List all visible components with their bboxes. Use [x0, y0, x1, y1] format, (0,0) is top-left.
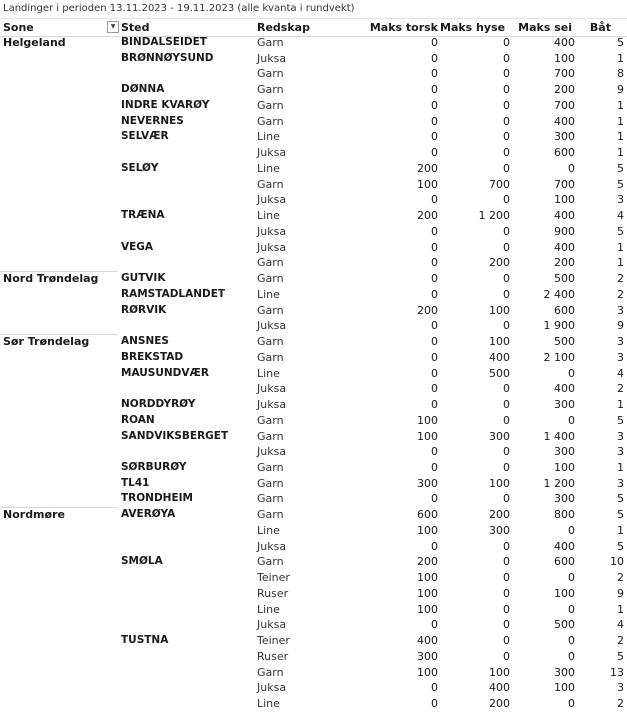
- cell-redskap: Teiner: [257, 571, 290, 585]
- cell-maks-sei: 0: [568, 366, 575, 380]
- table-row: [0, 665, 627, 681]
- cell-maks-torsk: 0: [431, 618, 438, 632]
- cell-maks-sei: 200: [554, 83, 575, 97]
- cell-maks-torsk: 0: [431, 224, 438, 238]
- table-row: [0, 649, 627, 665]
- cell-bat: 5: [617, 161, 624, 175]
- cell-redskap: Garn: [257, 555, 284, 569]
- cell-maks-hyse: 0: [503, 319, 510, 333]
- cell-maks-hyse: 0: [503, 272, 510, 286]
- cell-redskap: Garn: [257, 492, 284, 506]
- cell-maks-torsk: 0: [431, 36, 438, 49]
- table-row: [0, 429, 627, 445]
- cell-redskap: Ruser: [257, 586, 289, 600]
- cell-maks-sei: 2 400: [543, 287, 575, 301]
- cell-redskap: Ruser: [257, 649, 289, 663]
- cell-sted: NEVERNES: [121, 114, 184, 127]
- cell-maks-torsk: 0: [431, 51, 438, 65]
- table-row: [0, 98, 627, 114]
- cell-sted: NORDDYRØY: [121, 398, 196, 411]
- cell-maks-hyse: 0: [503, 618, 510, 632]
- table-row: [0, 696, 627, 712]
- cell-redskap: Juksa: [257, 618, 287, 632]
- cell-redskap: Line: [257, 697, 280, 711]
- header-maks-hyse[interactable]: Maks hyse: [440, 21, 506, 34]
- cell-sted: RØRVIK: [121, 303, 167, 316]
- cell-redskap: Juksa: [257, 146, 287, 160]
- cell-bat: 3: [617, 445, 624, 459]
- cell-maks-torsk: 0: [431, 319, 438, 333]
- cell-sted: BREKSTAD: [121, 350, 184, 363]
- cell-maks-sei: 0: [568, 571, 575, 585]
- table-row: [0, 444, 627, 460]
- cell-bat: 2: [617, 287, 624, 301]
- cell-maks-sei: 500: [554, 335, 575, 349]
- table-row: [0, 224, 627, 240]
- cell-bat: 1: [617, 460, 624, 474]
- cell-maks-sei: 0: [568, 634, 575, 648]
- cell-maks-sei: 900: [554, 224, 575, 238]
- cell-maks-hyse: 0: [503, 445, 510, 459]
- cell-maks-hyse: 400: [489, 350, 510, 364]
- cell-maks-torsk: 200: [417, 209, 438, 223]
- cell-maks-torsk: 0: [431, 366, 438, 380]
- cell-bat: 1: [617, 523, 624, 537]
- cell-sted: ANSNES: [121, 335, 169, 348]
- table-row: [0, 114, 627, 130]
- cell-redskap: Juksa: [257, 382, 287, 396]
- cell-maks-hyse: 0: [503, 571, 510, 585]
- cell-bat: 2: [617, 272, 624, 286]
- cell-maks-sei: 400: [554, 539, 575, 553]
- cell-maks-hyse: 400: [489, 681, 510, 695]
- cell-redskap: Teiner: [257, 634, 290, 648]
- cell-maks-sei: 400: [554, 240, 575, 254]
- cell-maks-torsk: 0: [431, 240, 438, 254]
- table-row: [0, 586, 627, 602]
- cell-maks-sei: 500: [554, 272, 575, 286]
- cell-maks-sei: 100: [554, 193, 575, 207]
- table-row: [0, 208, 627, 224]
- table-row: [0, 460, 627, 476]
- cell-maks-sei: 400: [554, 209, 575, 223]
- cell-maks-hyse: 100: [489, 476, 510, 490]
- cell-bat: 10: [610, 555, 624, 569]
- cell-maks-hyse: 0: [503, 83, 510, 97]
- table-row: [0, 570, 627, 586]
- cell-redskap: Juksa: [257, 240, 287, 254]
- cell-maks-sei: 100: [554, 51, 575, 65]
- cell-maks-torsk: 0: [431, 697, 438, 711]
- cell-maks-hyse: 100: [489, 335, 510, 349]
- cell-redskap: Juksa: [257, 681, 287, 695]
- cell-maks-sei: 800: [554, 508, 575, 522]
- cell-maks-sei: 400: [554, 114, 575, 128]
- cell-maks-torsk: 0: [431, 114, 438, 128]
- cell-bat: 1: [617, 602, 624, 616]
- cell-redskap: Line: [257, 161, 280, 175]
- cell-maks-sei: 300: [554, 665, 575, 679]
- cell-maks-hyse: 0: [503, 492, 510, 506]
- cell-maks-torsk: 0: [431, 335, 438, 349]
- cell-maks-hyse: 0: [503, 602, 510, 616]
- cell-maks-torsk: 0: [431, 492, 438, 506]
- cell-redskap: Garn: [257, 256, 284, 270]
- cell-sone: Helgeland: [3, 36, 66, 49]
- table-row: [0, 177, 627, 193]
- cell-maks-sei: 700: [554, 98, 575, 112]
- cell-maks-torsk: 0: [431, 382, 438, 396]
- table-row: [0, 82, 627, 98]
- cell-bat: 5: [617, 177, 624, 191]
- cell-maks-torsk: 0: [431, 398, 438, 412]
- header-maks-sei[interactable]: Maks sei: [518, 21, 572, 34]
- table-row: [0, 240, 627, 256]
- table-row: [0, 318, 627, 334]
- cell-redskap: Garn: [257, 508, 284, 522]
- cell-maks-hyse: 0: [503, 649, 510, 663]
- cell-maks-hyse: 300: [489, 429, 510, 443]
- cell-maks-sei: 0: [568, 697, 575, 711]
- cell-maks-torsk: 200: [417, 555, 438, 569]
- cell-maks-hyse: 0: [503, 413, 510, 427]
- cell-bat: 3: [617, 193, 624, 207]
- cell-bat: 9: [617, 319, 624, 333]
- cell-sone: Nord Trøndelag: [3, 272, 99, 286]
- cell-redskap: Juksa: [257, 319, 287, 333]
- cell-maks-hyse: 0: [503, 398, 510, 412]
- table-row: [0, 366, 627, 382]
- cell-bat: 5: [617, 492, 624, 506]
- table-row: [0, 255, 627, 271]
- cell-maks-torsk: 300: [417, 476, 438, 490]
- cell-maks-sei: 0: [568, 161, 575, 175]
- cell-maks-sei: 1 400: [543, 429, 575, 443]
- cell-maks-sei: 700: [554, 177, 575, 191]
- cell-maks-sei: 400: [554, 382, 575, 396]
- table-row: [0, 491, 627, 507]
- header-sone[interactable]: Sone: [3, 21, 34, 34]
- cell-redskap: Garn: [257, 83, 284, 97]
- cell-maks-sei: 500: [554, 618, 575, 632]
- table-row: [0, 271, 627, 287]
- cell-maks-hyse: 100: [489, 303, 510, 317]
- cell-maks-hyse: 700: [489, 177, 510, 191]
- cell-bat: 1: [617, 51, 624, 65]
- cell-bat: 9: [617, 586, 624, 600]
- cell-sted: RAMSTADLANDET: [121, 287, 226, 300]
- cell-redskap: Garn: [257, 413, 284, 427]
- cell-maks-torsk: 100: [417, 177, 438, 191]
- table-row: [0, 66, 627, 82]
- cell-maks-torsk: 0: [431, 256, 438, 270]
- cell-sted: GUTVIK: [121, 272, 166, 285]
- filter-icon[interactable]: ▼: [107, 21, 119, 33]
- cell-maks-hyse: 0: [503, 51, 510, 65]
- cell-redskap: Juksa: [257, 224, 287, 238]
- cell-maks-hyse: 0: [503, 114, 510, 128]
- cell-sted: AVERØYA: [121, 508, 176, 521]
- header-bat[interactable]: Båt: [589, 21, 611, 34]
- cell-bat: 1: [617, 130, 624, 144]
- cell-maks-hyse: 1 200: [478, 209, 510, 223]
- cell-bat: 1: [617, 398, 624, 412]
- cell-sted: MAUSUNDVÆR: [121, 366, 209, 379]
- cell-bat: 3: [617, 350, 624, 364]
- table-row: [0, 539, 627, 555]
- cell-maks-hyse: 0: [503, 382, 510, 396]
- cell-maks-hyse: 0: [503, 240, 510, 254]
- table-row: [0, 617, 627, 633]
- table-row: [0, 51, 627, 67]
- cell-redskap: Line: [257, 209, 280, 223]
- cell-bat: 4: [617, 209, 624, 223]
- cell-maks-torsk: 0: [431, 272, 438, 286]
- cell-maks-hyse: 0: [503, 586, 510, 600]
- cell-maks-hyse: 0: [503, 67, 510, 81]
- cell-maks-sei: 300: [554, 130, 575, 144]
- cell-bat: 5: [617, 413, 624, 427]
- cell-maks-torsk: 0: [431, 146, 438, 160]
- cell-redskap: Garn: [257, 177, 284, 191]
- cell-redskap: Garn: [257, 272, 284, 286]
- table-row: [0, 381, 627, 397]
- cell-sted: TL41: [121, 476, 150, 489]
- cell-redskap: Garn: [257, 335, 284, 349]
- cell-maks-hyse: 300: [489, 523, 510, 537]
- table-row: [0, 129, 627, 145]
- cell-maks-sei: 0: [568, 649, 575, 663]
- cell-maks-sei: 100: [554, 681, 575, 695]
- cell-redskap: Garn: [257, 429, 284, 443]
- cell-sted: SMØLA: [121, 555, 163, 568]
- cell-maks-torsk: 0: [431, 130, 438, 144]
- cell-maks-torsk: 0: [431, 67, 438, 81]
- cell-maks-torsk: 100: [417, 665, 438, 679]
- cell-maks-sei: 1 900: [543, 319, 575, 333]
- cell-sted: TRÆNA: [121, 209, 165, 222]
- cell-maks-torsk: 100: [417, 586, 438, 600]
- cell-bat: 3: [617, 681, 624, 695]
- cell-maks-torsk: 100: [417, 429, 438, 443]
- table-row: [0, 602, 627, 618]
- cell-redskap: Line: [257, 602, 280, 616]
- table-row: [0, 413, 627, 429]
- cell-redskap: Garn: [257, 114, 284, 128]
- cell-redskap: Juksa: [257, 445, 287, 459]
- cell-redskap: Garn: [257, 350, 284, 364]
- cell-redskap: Line: [257, 130, 280, 144]
- cell-maks-hyse: 0: [503, 460, 510, 474]
- table-row: [0, 192, 627, 208]
- cell-maks-sei: 300: [554, 492, 575, 506]
- cell-redskap: Garn: [257, 476, 284, 490]
- cell-redskap: Juksa: [257, 398, 287, 412]
- cell-bat: 2: [617, 382, 624, 396]
- cell-bat: 5: [617, 649, 624, 663]
- cell-bat: 4: [617, 618, 624, 632]
- cell-maks-torsk: 0: [431, 287, 438, 301]
- header-redskap[interactable]: Redskap: [257, 21, 310, 34]
- cell-maks-torsk: 100: [417, 602, 438, 616]
- cell-maks-hyse: 0: [503, 555, 510, 569]
- cell-redskap: Garn: [257, 36, 284, 49]
- table-row: [0, 145, 627, 161]
- cell-maks-sei: 400: [554, 36, 575, 49]
- cell-sone: Nordmøre: [3, 508, 65, 522]
- cell-maks-torsk: 0: [431, 83, 438, 97]
- cell-bat: 1: [617, 240, 624, 254]
- cell-bat: 4: [617, 366, 624, 380]
- cell-bat: 3: [617, 335, 624, 349]
- cell-maks-sei: 0: [568, 413, 575, 427]
- cell-maks-sei: 300: [554, 445, 575, 459]
- cell-maks-hyse: 500: [489, 366, 510, 380]
- table-row: [0, 680, 627, 696]
- cell-redskap: Juksa: [257, 539, 287, 553]
- cell-sted: SANDVIKSBERGET: [121, 429, 229, 442]
- cell-maks-sei: 200: [554, 256, 575, 270]
- cell-bat: 5: [617, 539, 624, 553]
- cell-maks-sei: 100: [554, 586, 575, 600]
- cell-sted: INDRE KVARØY: [121, 98, 210, 111]
- cell-maks-hyse: 0: [503, 98, 510, 112]
- cell-maks-torsk: 0: [431, 98, 438, 112]
- cell-maks-torsk: 0: [431, 193, 438, 207]
- table-row: [0, 161, 627, 177]
- cell-maks-torsk: 100: [417, 413, 438, 427]
- cell-maks-sei: 600: [554, 146, 575, 160]
- cell-maks-sei: 100: [554, 460, 575, 474]
- cell-maks-sei: 0: [568, 602, 575, 616]
- cell-bat: 2: [617, 697, 624, 711]
- cell-maks-hyse: 0: [503, 193, 510, 207]
- cell-maks-hyse: 0: [503, 634, 510, 648]
- cell-maks-sei: 0: [568, 523, 575, 537]
- cell-bat: 1: [617, 146, 624, 160]
- cell-redskap: Juksa: [257, 51, 287, 65]
- header-maks-torsk[interactable]: Maks torsk: [369, 21, 438, 34]
- cell-maks-torsk: 0: [431, 539, 438, 553]
- cell-bat: 5: [617, 224, 624, 238]
- cell-maks-sei: 300: [554, 398, 575, 412]
- cell-bat: 1: [617, 98, 624, 112]
- cell-sted: TUSTNA: [121, 634, 169, 647]
- cell-maks-torsk: 100: [417, 571, 438, 585]
- cell-maks-torsk: 200: [417, 303, 438, 317]
- table-row: [0, 507, 627, 523]
- cell-sone: Sør Trøndelag: [3, 335, 90, 349]
- cell-sted: VEGA: [121, 240, 154, 253]
- cell-redskap: Garn: [257, 67, 284, 81]
- cell-maks-hyse: 0: [503, 287, 510, 301]
- cell-bat: 8: [617, 67, 624, 81]
- cell-maks-hyse: 0: [503, 130, 510, 144]
- cell-bat: 2: [617, 634, 624, 648]
- cell-sted: SELØY: [121, 161, 159, 174]
- cell-maks-hyse: 0: [503, 539, 510, 553]
- table-row: [0, 35, 627, 51]
- cell-sted: BINDALSEIDET: [121, 36, 207, 48]
- cell-redskap: Line: [257, 523, 280, 537]
- cell-maks-torsk: 200: [417, 161, 438, 175]
- cell-maks-torsk: 0: [431, 445, 438, 459]
- cell-maks-hyse: 200: [489, 508, 510, 522]
- cell-maks-hyse: 0: [503, 146, 510, 160]
- cell-maks-torsk: 0: [431, 681, 438, 695]
- cell-redskap: Garn: [257, 98, 284, 112]
- cell-redskap: Line: [257, 366, 280, 380]
- cell-bat: 2: [617, 571, 624, 585]
- table-row: [0, 397, 627, 413]
- cell-maks-sei: 600: [554, 555, 575, 569]
- cell-bat: 9: [617, 83, 624, 97]
- table-row: [0, 523, 627, 539]
- cell-redskap: Garn: [257, 665, 284, 679]
- cell-maks-hyse: 200: [489, 697, 510, 711]
- cell-bat: 5: [617, 36, 624, 49]
- cell-bat: 1: [617, 114, 624, 128]
- header-sted[interactable]: Sted: [121, 21, 150, 34]
- cell-sted: TRONDHEIM: [121, 492, 193, 505]
- cell-redskap: Garn: [257, 460, 284, 474]
- table-row: [0, 554, 627, 570]
- cell-bat: 3: [617, 476, 624, 490]
- cell-bat: 1: [617, 256, 624, 270]
- cell-redskap: Line: [257, 287, 280, 301]
- cell-sted: SØRBURØY: [121, 460, 187, 473]
- cell-maks-hyse: 0: [503, 161, 510, 175]
- cell-maks-hyse: 0: [503, 224, 510, 238]
- cell-sted: BRØNNØYSUND: [121, 51, 214, 64]
- cell-maks-torsk: 600: [417, 508, 438, 522]
- cell-maks-hyse: 0: [503, 36, 510, 49]
- cell-bat: 5: [617, 508, 624, 522]
- cell-maks-hyse: 200: [489, 256, 510, 270]
- cell-maks-torsk: 300: [417, 649, 438, 663]
- cell-redskap: Juksa: [257, 193, 287, 207]
- cell-bat: 3: [617, 429, 624, 443]
- table-row: [0, 334, 627, 350]
- table-row: [0, 350, 627, 366]
- report-title: Landinger i perioden 13.11.2023 - 19.11.2023 (alle kvanta i rundvekt): [3, 3, 355, 14]
- cell-maks-sei: 2 100: [543, 350, 575, 364]
- cell-maks-sei: 600: [554, 303, 575, 317]
- table-row: [0, 287, 627, 303]
- cell-sted: DØNNA: [121, 83, 165, 96]
- cell-maks-torsk: 100: [417, 523, 438, 537]
- cell-maks-torsk: 400: [417, 634, 438, 648]
- table-row: [0, 476, 627, 492]
- cell-maks-hyse: 100: [489, 665, 510, 679]
- cell-sted: ROAN: [121, 413, 155, 426]
- cell-redskap: Garn: [257, 303, 284, 317]
- table-row: [0, 303, 627, 319]
- table-row: [0, 633, 627, 649]
- cell-maks-sei: 700: [554, 67, 575, 81]
- cell-maks-sei: 1 200: [543, 476, 575, 490]
- cell-maks-torsk: 0: [431, 350, 438, 364]
- cell-sted: SELVÆR: [121, 130, 169, 143]
- cell-bat: 13: [610, 665, 624, 679]
- cell-maks-torsk: 0: [431, 460, 438, 474]
- cell-bat: 3: [617, 303, 624, 317]
